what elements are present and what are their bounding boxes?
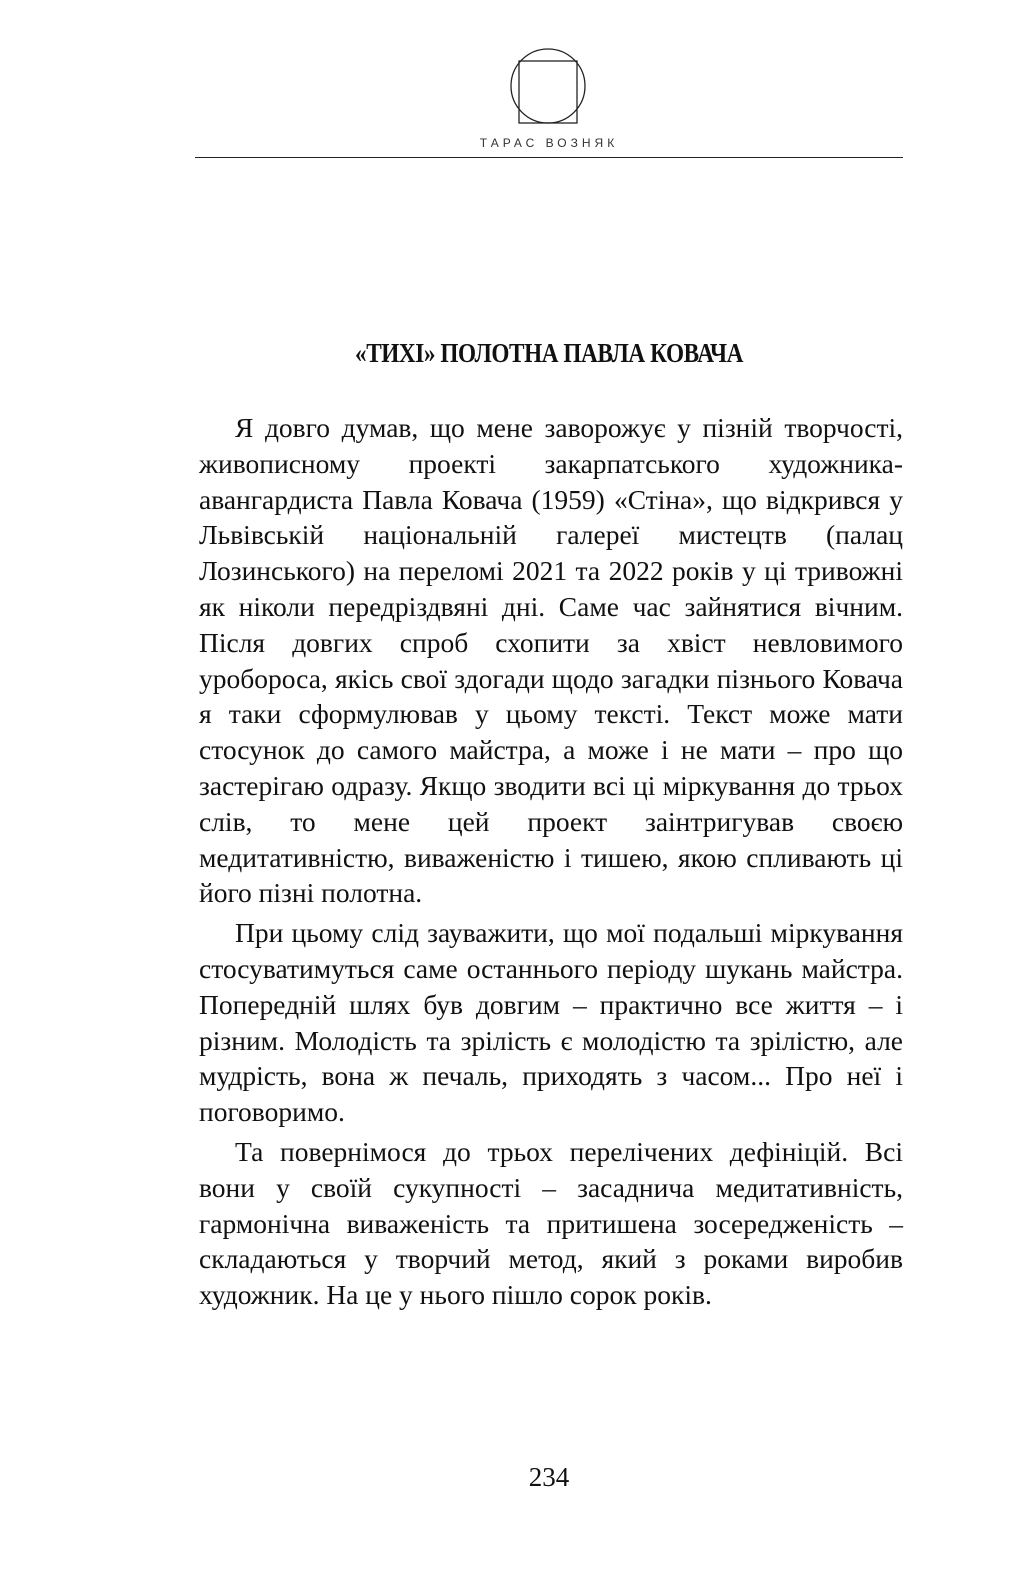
running-head-author: ТАРАС ВОЗНЯК (479, 136, 619, 150)
vitruvian-logo-icon (508, 44, 588, 130)
paragraph-1: Я довго думав, що мене заворожує у пізній творчості, живописному проекті закарпатського художника-авангардиста Павла Ковача (1959) «Стіна», що відкрився у Львівській національній галереї мистецтв (палац Лозинського) на переломі 2021 та 2022 років у ці тривожні як ніколи передріздвяні дні. Саме час зайнятися вічним. Після довгих спроб схопити за хвіст невловимого уробороса, якісь свої здогади щодо загадки пізнього Ковача я таки сформулював у цьому тексті. Текст може мати стосунок до самого майстра, а може і не мати – про що застерігаю одразу. Якщо зводити всі ці міркування до трьох слів, то мене цей проект заінтригував своєю медитативністю, виваженістю і тишею, якою спливають ці його пізні полотна. (199, 412, 903, 909)
page-number: 234 (528, 1462, 570, 1492)
paragraph-3: Та повернімося до трьох перелічених дефініцій. Всі вони у своїй сукупності – засаднича медитативність, гармонічна виваженість та притишена зосередженість – складаються у творчий метод, який з роками виробив художник. На це у нього пішло сорок років. (199, 1135, 903, 1311)
header-rule (195, 157, 903, 158)
paragraph-2: При цьому слід зауважити, що мої подальші міркування стосуватимуться саме останнього періоду шукань майстра. Попередній шлях був довгим – практично все життя – і різним. Молодість та зрілість є молодістю та зрілістю, але мудрість, вона ж печаль, приходять з часом... Про неї і поговоримо. (199, 917, 903, 1128)
chapter-title: «ТИХІ» ПОЛОТНА ПАВЛА КОВАЧА (355, 338, 743, 368)
body-text (199, 410, 903, 1317)
